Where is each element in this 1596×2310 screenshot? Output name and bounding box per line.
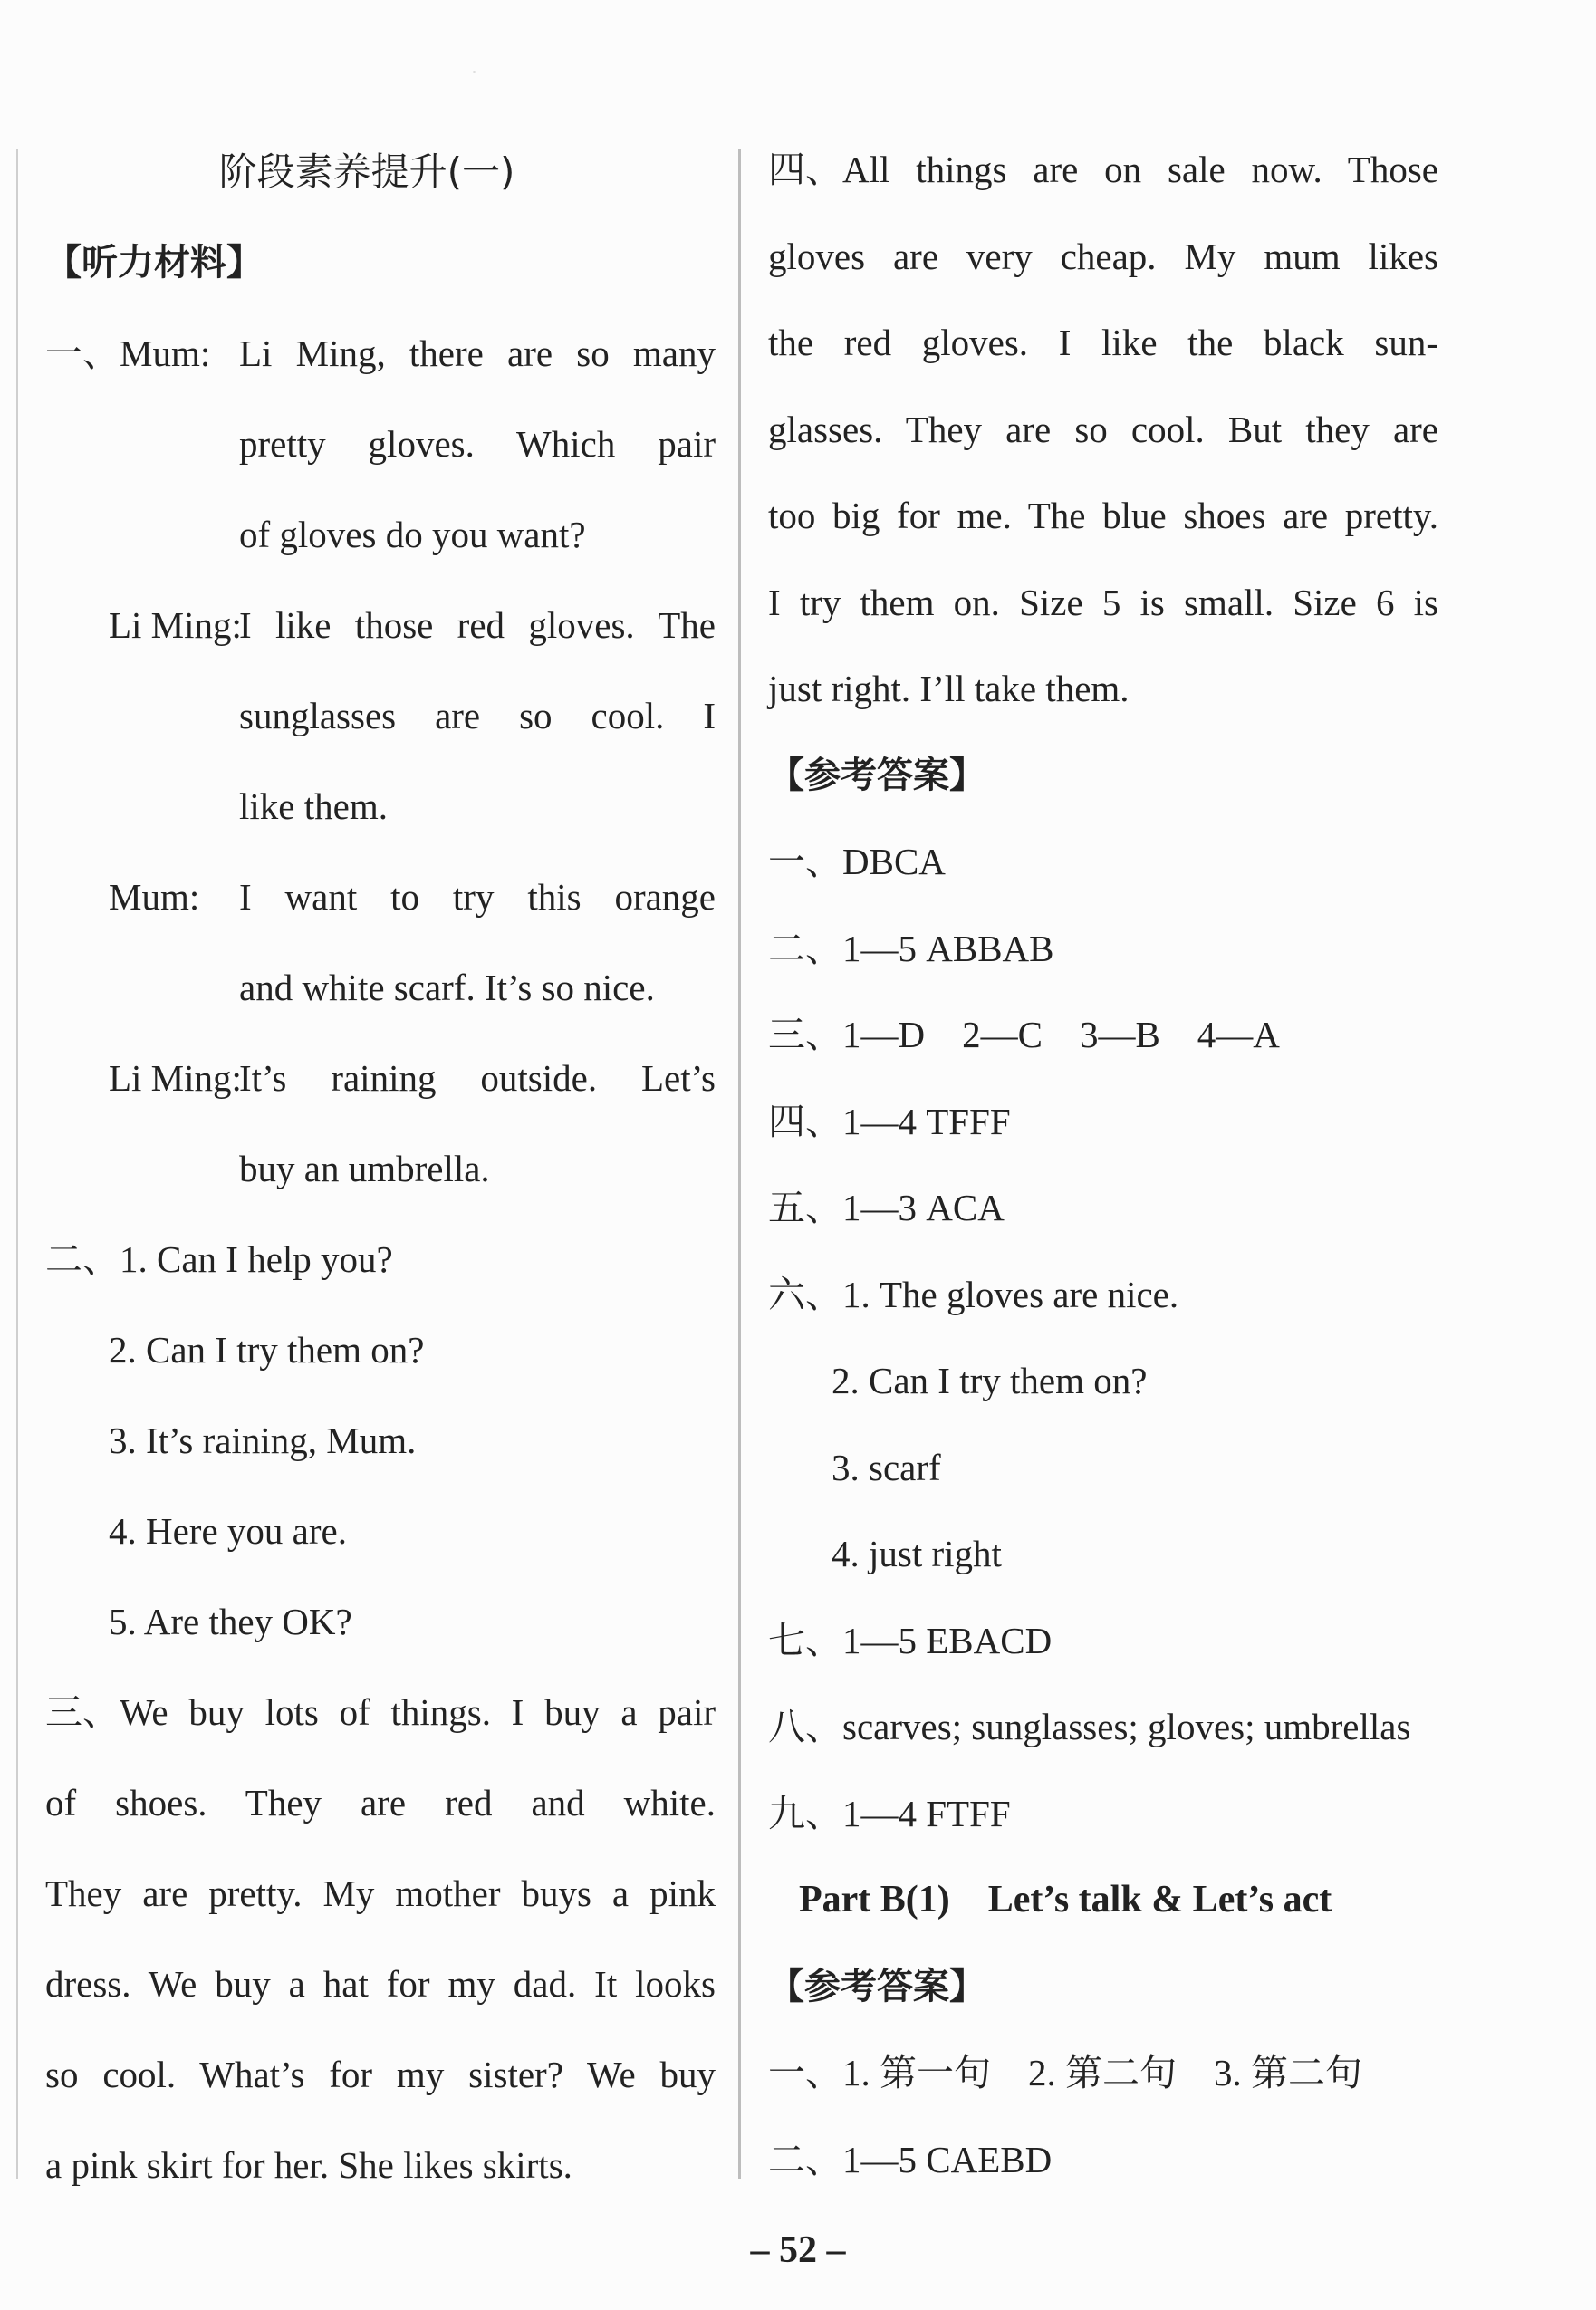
dialogue-line xyxy=(45,580,716,670)
paragraph-line: so cool. What’s for my sister? We buy xyxy=(45,2054,716,2095)
page-number: – 52 – xyxy=(750,2229,846,2271)
paragraph-line: dress. We buy a hat for my dad. It looks xyxy=(45,1963,716,2005)
speaker-label: 一、Mum: xyxy=(45,332,211,374)
left-column xyxy=(45,127,716,2210)
answer-item: 2. Can I try them on? xyxy=(832,1360,1148,1401)
speaker-label: Li Ming: xyxy=(109,604,242,646)
section-heading-answers: 【参考答案】 xyxy=(768,754,985,796)
dialogue-text: Li Ming, there are so many xyxy=(239,332,716,374)
list-item: 二、1. Can I help you? xyxy=(45,1238,393,1280)
list-item: 2. Can I try them on? xyxy=(109,1329,425,1371)
list-item: 5. Are they OK? xyxy=(109,1601,352,1642)
answer-item: 一、1. 第一句 2. 第二句 3. 第二句 xyxy=(768,2052,1362,2093)
dialogue-text: pretty gloves. Which pair xyxy=(239,423,716,465)
right-column xyxy=(768,127,1438,2203)
dialogue-line xyxy=(45,308,716,399)
list-item: 4. Here you are. xyxy=(109,1510,347,1552)
scan-speck xyxy=(473,71,476,73)
dialogue-text: I like those red gloves. The xyxy=(239,604,716,646)
answer-item: 4. just right xyxy=(832,1533,1002,1574)
answer-item: 四、1—4 TFFF xyxy=(768,1100,1011,1142)
answer-item: 六、1. The gloves are nice. xyxy=(768,1273,1179,1315)
paragraph-line: just right. I’ll take them. xyxy=(768,668,1130,709)
paragraph-line: of shoes. They are red and white. xyxy=(45,1782,716,1824)
dialogue-text: It’s raining outside. Let’s xyxy=(239,1057,716,1099)
answer-item: 一、DBCA xyxy=(768,841,946,882)
answer-item: 二、1—5 ABBAB xyxy=(768,927,1054,969)
speaker-label: Li Ming: xyxy=(109,1057,242,1099)
paragraph-line: too big for me. The blue shoes are pretty. xyxy=(768,495,1438,536)
paragraph-line: They are pretty. My mother buys a pink xyxy=(45,1872,716,1914)
section-heading-answers-2: 【参考答案】 xyxy=(768,1965,985,2007)
paragraph-line: gloves are very cheap. My mum likes xyxy=(768,235,1438,277)
column-divider xyxy=(738,149,741,2179)
paragraph-line: glasses. They are so cool. But they are xyxy=(768,408,1438,450)
dialogue-text: buy an umbrella. xyxy=(239,1148,490,1189)
left-margin-rule xyxy=(16,149,18,2179)
answer-item: 七、1—5 EBACD xyxy=(768,1619,1053,1661)
answer-item: 三、1—D 2—C 3—B 4—A xyxy=(768,1014,1280,1055)
answer-item: 二、1—5 CAEBD xyxy=(768,2138,1053,2180)
dialogue-line xyxy=(45,1033,716,1123)
paragraph-line: 三、 We buy lots of things. I buy a pair xyxy=(45,1691,716,1733)
section-heading-listening: 【听力材料】 xyxy=(45,242,263,284)
answer-item: 八、scarves; sunglasses; gloves; umbrellas xyxy=(768,1706,1411,1747)
part-b-heading: Part B(1) Let’s talk & Let’s act xyxy=(799,1879,1332,1920)
speaker-label: Mum: xyxy=(109,876,200,918)
answer-item: 九、1—4 FTFF xyxy=(768,1792,1011,1834)
paragraph-line: a pink skirt for her. She likes skirts. xyxy=(45,2144,572,2186)
dialogue-line xyxy=(45,852,716,942)
list-item: 3. It’s raining, Mum. xyxy=(109,1420,417,1461)
dialogue-text: like them. xyxy=(239,785,388,827)
dialogue-text: and white scarf. It’s so nice. xyxy=(239,967,655,1008)
answer-item: 五、1—3 ACA xyxy=(768,1187,1005,1228)
paragraph-line: I try them on. Size 5 is small. Size 6 is xyxy=(768,581,1438,623)
paragraph-line: the red gloves. I like the black sun- xyxy=(768,322,1438,363)
dialogue-text: sunglasses are so cool. I xyxy=(239,695,716,736)
paragraph-line: 四、 All things are on sale now. Those xyxy=(768,149,1438,190)
answer-item: 3. scarf xyxy=(832,1446,941,1488)
page-title: 阶段素养提升(一) xyxy=(218,149,515,194)
dialogue-text: of gloves do you want? xyxy=(239,514,586,555)
dialogue-text: I want to try this orange xyxy=(239,876,716,918)
